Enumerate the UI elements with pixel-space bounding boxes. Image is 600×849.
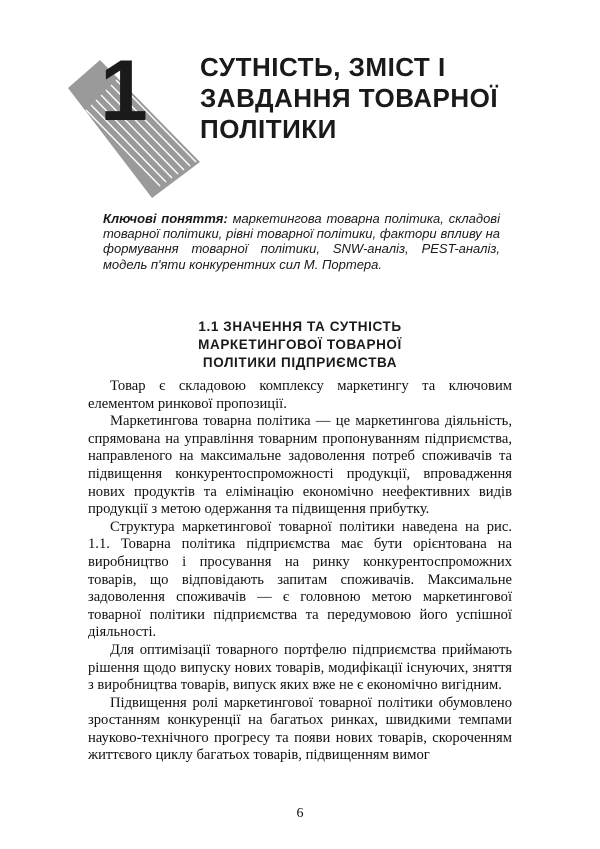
paragraph: Для оптимізації товарного портфелю підприємства приймають рішення щодо випуску нових товарів, модифікації існуючих, зняття з виробництва товарів, випуск яких вже не є економічно вигідним. bbox=[88, 641, 512, 694]
section-heading-line: МАРКЕТИНГОВОЇ ТОВАРНОЇ bbox=[198, 337, 402, 352]
paragraph: Структура маркетингової товарної політики наведена на рис. 1.1. Товарна політика підприємства має бути орієнтована на виробництво і просування на ринку конкурентоспроможних товарів, що відповідають запитам споживачів. Максимальне задоволення споживачів — є головною метою маркетингової товарної політики підприємства та передумовою його успішної діяльності. bbox=[88, 518, 512, 641]
paragraph: Маркетингова товарна політика — це маркетингова діяльність, спрямована на управління товарним пропонуванням підприємства, направленого на максимальне задоволення потреб споживачів та підвищення конкурентоспроможності продукції, впровадження нових продуктів та елімінацію економічно неефективних видів продукції з метою одержання та підвищення прибутку. bbox=[88, 413, 512, 518]
chapter-number: 1 bbox=[100, 43, 148, 139]
section-heading-line: 1.1 ЗНАЧЕННЯ ТА СУТНІСТЬ bbox=[198, 319, 402, 334]
key-concepts-label: Ключові поняття: bbox=[103, 211, 228, 226]
paragraph: Підвищення ролі маркетингової товарної політики обумовлено зростанням конкуренції на багатьох ринках, швидкими темпами науково-технічного прогресу та появи нових товарів, скороченням життєвого циклу багатьох товарів, підвищенням вимог bbox=[88, 694, 512, 764]
key-concepts bbox=[103, 211, 500, 272]
chapter-title bbox=[200, 52, 530, 145]
chapter-title-line: ПОЛІТИКИ bbox=[200, 114, 337, 144]
section-heading bbox=[150, 318, 450, 372]
chapter-number-emblem bbox=[64, 38, 204, 198]
chapter-title-line: ЗАВДАННЯ ТОВАРНОЇ bbox=[200, 83, 498, 113]
paragraph: Товар є складовою комплексу маркетингу та ключовим елементом ринкової пропозиції. bbox=[88, 378, 512, 412]
chapter-title-line: СУТНІСТЬ, ЗМІСТ І bbox=[200, 52, 446, 82]
page-number: 6 bbox=[296, 806, 304, 821]
key-concepts-text: маркетингова товарна політика, складові товарної політики, рівні товарної політики, фактори впливу на формування товарної політики, SNW-аналіз, PEST-аналіз, модель п'яти конкурентних сил М. Портера. bbox=[103, 211, 500, 272]
section-heading-line: ПОЛІТИКИ ПІДПРИЄМСТВА bbox=[202, 355, 398, 370]
body-text bbox=[88, 378, 512, 765]
